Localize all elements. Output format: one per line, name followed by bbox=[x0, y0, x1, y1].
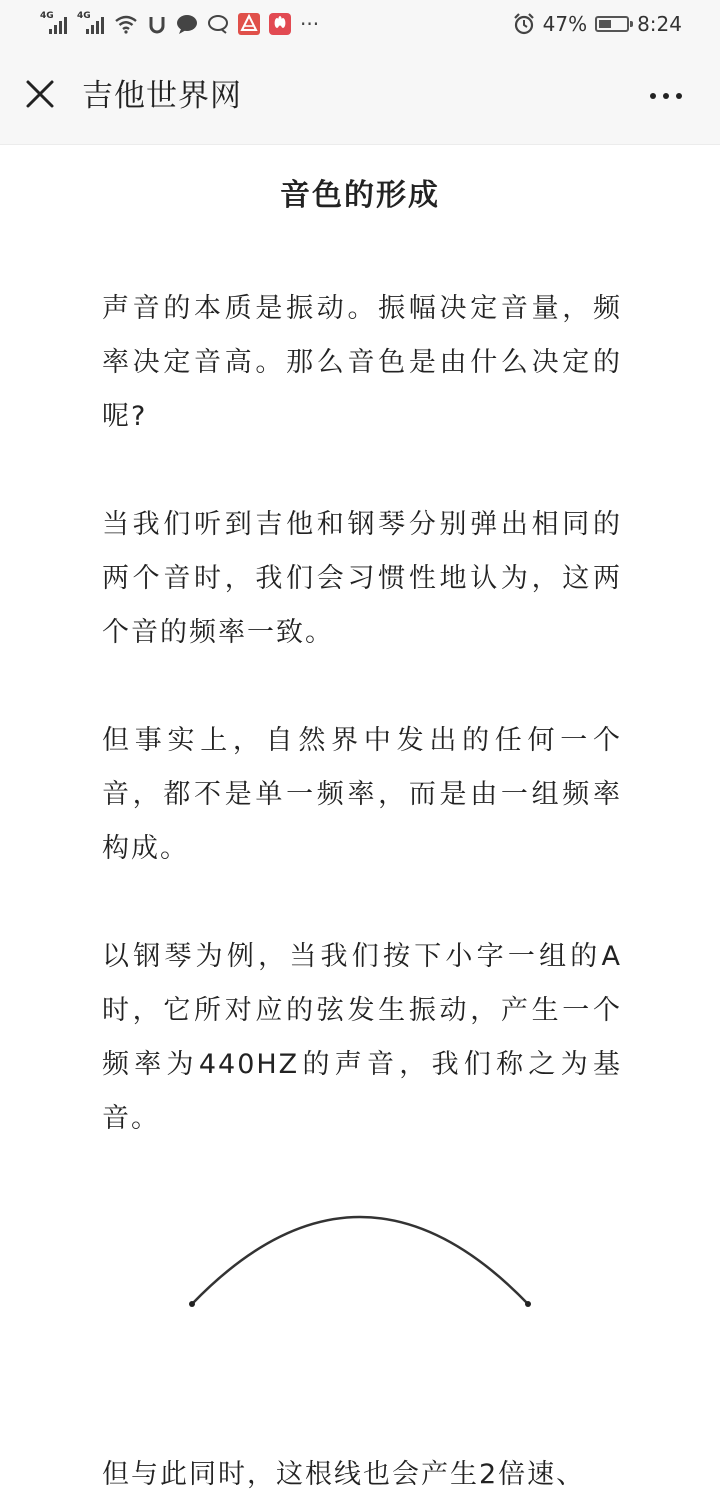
cellular-signal-icon bbox=[77, 12, 105, 36]
vibration-curve bbox=[192, 1217, 528, 1304]
nav-title: 吉他世界网 bbox=[82, 78, 242, 114]
huawei-app-icon bbox=[269, 13, 291, 35]
string-vibration-diagram bbox=[180, 1200, 540, 1320]
article-paragraph-partial: 但与此同时，这根线也会产生2倍速、 bbox=[102, 1459, 586, 1490]
string-endpoint-right bbox=[525, 1301, 531, 1307]
article-paragraph: 以钢琴为例，当我们按下小字一组的A时，它所对应的弦发生振动，产生一个频率为440HZ的声音，我们称之为基音。 bbox=[102, 941, 622, 1134]
alarm-icon bbox=[513, 13, 535, 35]
battery-percentage: 47% bbox=[542, 12, 588, 36]
string-endpoint-left bbox=[189, 1301, 195, 1307]
cellular-signal-icon bbox=[40, 12, 68, 36]
network-type-label: 4G bbox=[77, 11, 91, 21]
close-icon bbox=[25, 79, 55, 109]
battery-icon bbox=[595, 16, 629, 32]
chat-bubble-icon bbox=[176, 14, 198, 34]
status-icons-right bbox=[513, 10, 682, 38]
red-app-icon bbox=[238, 13, 260, 35]
battery-level bbox=[599, 20, 611, 28]
nav-bar bbox=[0, 48, 720, 145]
clock: 8:24 bbox=[637, 12, 682, 36]
more-options-button[interactable] bbox=[646, 82, 686, 110]
status-icons-left bbox=[40, 10, 319, 38]
message-icon bbox=[207, 14, 229, 34]
app-notification-icon bbox=[147, 14, 167, 34]
article-paragraph: 声音的本质是振动。振幅决定音量，频率决定音高。那么音色是由什么决定的呢? bbox=[102, 293, 622, 432]
more-notifications-icon: ··· bbox=[300, 12, 320, 36]
close-button[interactable] bbox=[20, 74, 60, 114]
status-bar bbox=[0, 0, 720, 48]
article-body bbox=[102, 282, 622, 1200]
article-title: 音色的形成 bbox=[280, 178, 440, 213]
network-type-label: 4G bbox=[40, 11, 54, 21]
article-paragraph: 当我们听到吉他和钢琴分别弹出相同的两个音时，我们会习惯性地认为，这两个音的频率一致。 bbox=[102, 509, 622, 648]
article-paragraph: 但事实上，自然界中发出的任何一个音，都不是单一频率，而是由一组频率构成。 bbox=[102, 725, 622, 864]
wifi-icon bbox=[114, 14, 138, 34]
more-icon bbox=[650, 93, 656, 99]
